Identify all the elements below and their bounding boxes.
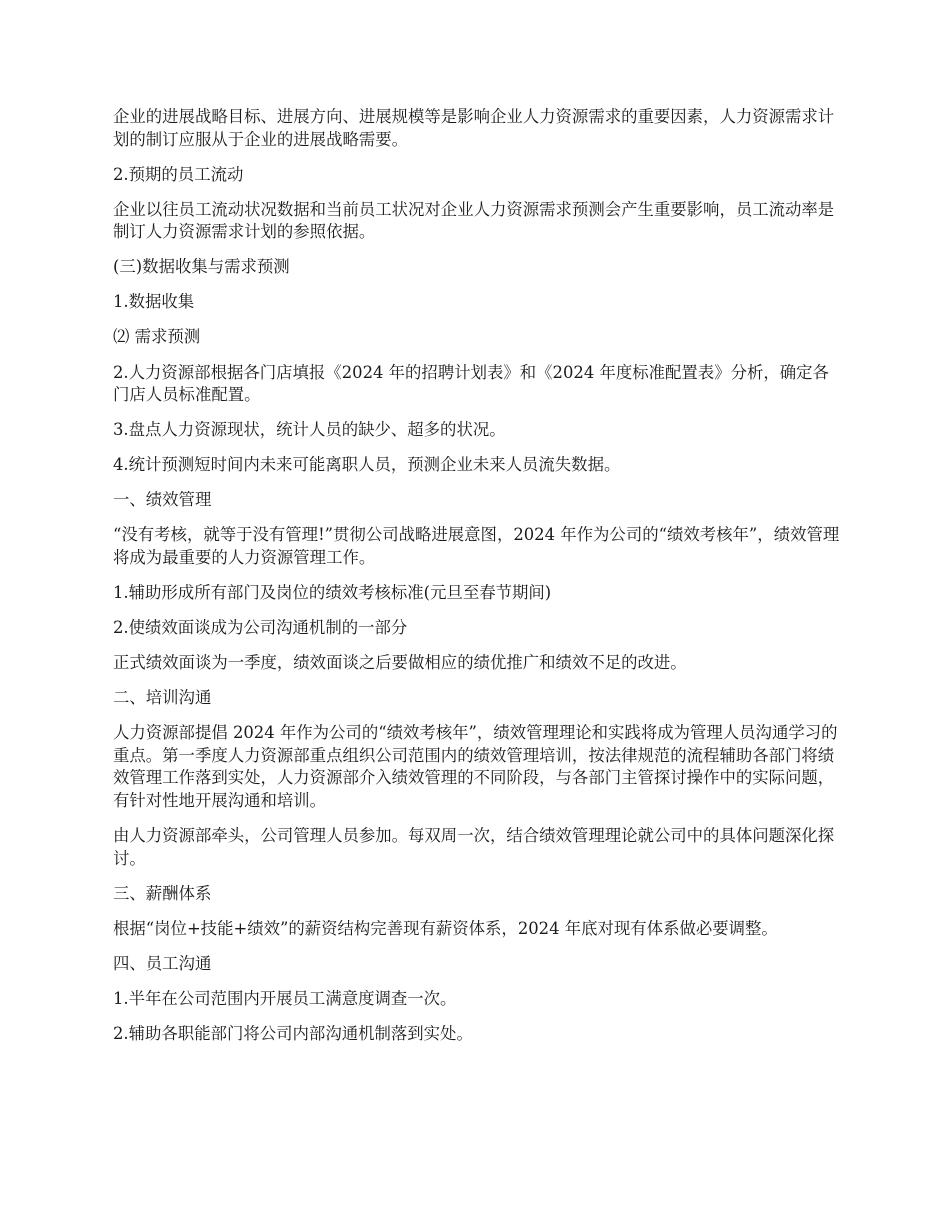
paragraph: 2.辅助各职能部门将公司内部沟通机制落到实处。 [113, 1023, 473, 1043]
section-heading: 四、员工沟通 [113, 953, 212, 973]
section-heading: 三、薪酬体系 [113, 883, 212, 903]
paragraph: 正式绩效面谈为一季度，绩效面谈之后要做相应的绩优推广和绩效不足的改进。 [113, 653, 687, 673]
paragraph: 1.半年在公司范围内开展员工满意度调查一次。 [113, 988, 457, 1008]
subheading: ⑵ 需求预测 [113, 327, 201, 347]
section-heading: 一、绩效管理 [113, 490, 212, 510]
subheading: (三)数据收集与需求预测 [113, 257, 290, 277]
paragraph: 由人力资源部牵头，公司管理人员参加。每双周一次，结合绩效管理理论就公司中的具体问题深化探讨。 [113, 826, 835, 868]
paragraph: 人力资源部提倡 2024 年作为公司的“绩效考核年”，绩效管理理论和实践将成为管理人员沟通学习的重点。第一季度人力资源部重点组织公司范围内的绩效管理培训，按法律规范的流程辅助各部门将绩效管理工作落到实处，人力资源部介入绩效管理的不同阶段，与各部门主管探讨操作中的实际问题，有针对性地开展沟通和培训。 [113, 723, 838, 810]
paragraph: 根据“岗位+技能+绩效”的薪资结构完善现有薪资体系，2024 年底对现有体系做必要调整。 [113, 918, 778, 938]
paragraph: 2.人力资源部根据各门店填报《2024 年的招聘计划表》和《2024 年度标准配置表》分析，确定各门店人员标准配置。 [113, 362, 829, 405]
document-body [113, 106, 841, 1058]
subheading: 1.数据收集 [113, 292, 195, 312]
paragraph: “没有考核，就等于没有管理!”贯彻公司战略进展意图，2024 年作为公司的“绩效考核年”，绩效管理将成为最重要的人力资源管理工作。 [113, 525, 840, 567]
paragraph: 1.辅助形成所有部门及岗位的绩效考核标准(元旦至春节期间) [113, 583, 552, 603]
paragraph: 企业以往员工流动状况数据和当前员工状况对企业人力资源需求预测会产生重要影响，员工流动率是制订人力资源需求计划的参照依据。 [113, 199, 835, 242]
subheading: 2.预期的员工流动 [113, 164, 244, 184]
paragraph: 4.统计预测短时间内未来可能离职人员，预测企业未来人员流失数据。 [113, 455, 621, 475]
paragraph: 2.使绩效面谈成为公司沟通机制的一部分 [113, 618, 408, 638]
section-heading: 二、培训沟通 [113, 688, 212, 708]
paragraph: 3.盘点人力资源现状，统计人员的缺少、超多的状况。 [113, 420, 506, 440]
paragraph: 企业的进展战略目标、进展方向、进展规模等是影响企业人力资源需求的重要因素，人力资源需求计划的制订应服从于企业的进展战略需要。 [113, 107, 835, 149]
